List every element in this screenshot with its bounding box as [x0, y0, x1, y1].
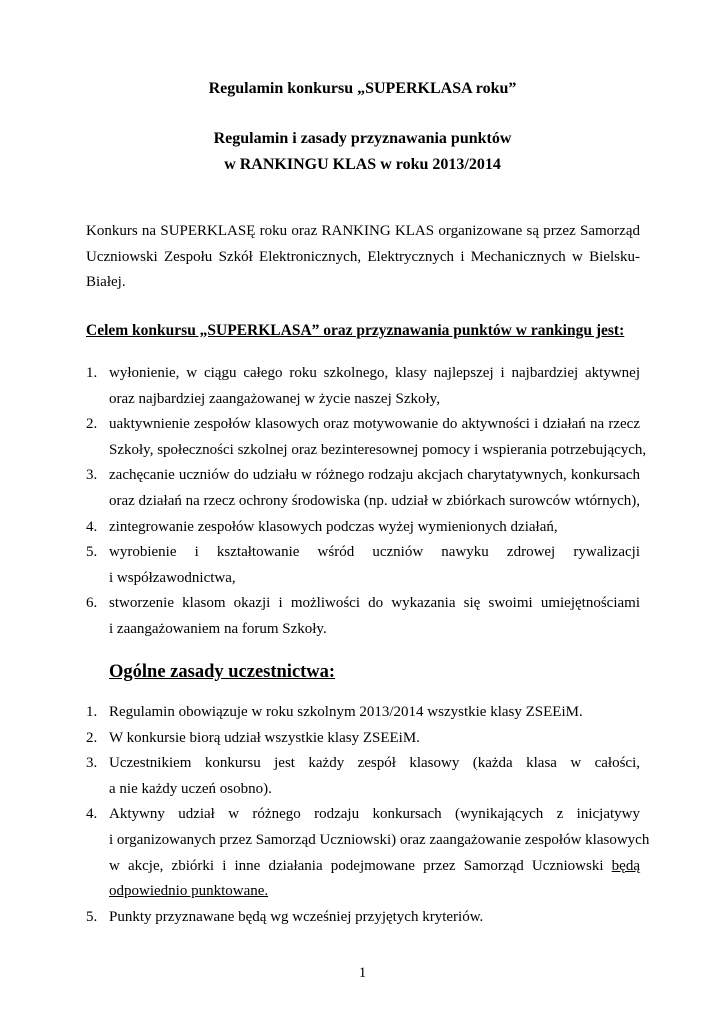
intro-line: Konkurs na SUPERKLASĘ roku oraz RANKING KLAS organizowane są przez Samorząd [86, 223, 640, 239]
list-item-line: wyłonienie, w ciągu całego roku szkolnego, klasy najlepszej i najbardziej aktywnej [109, 365, 640, 381]
list-item-number: 3. [86, 755, 98, 772]
list-item-line: i organizowanych przez Samorząd Uczniowski) oraz zaangażowanie zespołów klasowych [109, 831, 650, 848]
list-item-line: stworzenie klasom okazji i możliwości do wykazania się swoimi umiejętnościami [109, 595, 640, 612]
list-item-number: 4. [86, 518, 98, 535]
goals-heading: Celem konkursu „SUPERKLASA” oraz przyznawania punktów w rankingu jest: [86, 322, 625, 339]
underlined-text: będą [611, 857, 640, 874]
intro-line: Białej. [86, 274, 126, 291]
list-item-line [109, 854, 640, 880]
list-item-line: Regulamin obowiązuje w roku szkolnym 2013/2014 wszystkie klasy ZSEEiM. [109, 704, 583, 720]
goals-list [86, 361, 647, 643]
document-title: Regulamin konkursu „SUPERKLASA roku” [208, 80, 517, 97]
list-item-number: 3. [86, 467, 98, 484]
list-item-line: a nie każdy uczeń osobno). [109, 780, 272, 797]
list-item-number: 5. [86, 908, 98, 925]
list-item-line: oraz najbardziej zaangażowanej w życie naszej Szkoły, [109, 390, 440, 407]
rules-heading: Ogólne zasady uczestnictwa: [109, 662, 336, 682]
intro-line: Uczniowski Zespołu Szkół Elektronicznych, Elektrycznych i Mechanicznych w Bielsku- [86, 248, 640, 265]
document-subtitle-line-1: Regulamin i zasady przyznawania punktów [213, 130, 512, 147]
list-item-number: 5. [86, 544, 98, 561]
list-item-line: wyrobienie i kształtowanie wśród uczniów nawyku zdrowej rywalizacji [109, 544, 640, 561]
intro-paragraph [86, 219, 640, 296]
list-item-number: 1. [86, 704, 98, 720]
list-item-line: zintegrowanie zespołów klasowych podczas wyżej wymienionych działań, [109, 518, 558, 535]
list-item-line: i zaangażowaniem na forum Szkoły. [109, 620, 327, 637]
list-item [86, 591, 640, 642]
list-item-line: Szkoły, społeczności szkolnej oraz bezinteresownej pomocy i wspierania potrzebujących, [109, 441, 647, 458]
list-item [86, 751, 640, 802]
list-item-text: w akcje, zbiórki i inne działania podejmowane przez Samorząd Uczniowski [109, 857, 612, 874]
list-item-line: W konkursie biorą udział wszystkie klasy ZSEEiM. [109, 729, 420, 746]
list-item-line: i współzawodnictwa, [109, 569, 236, 586]
list-item [86, 700, 640, 726]
list-item-line: Aktywny udział w różnego rodzaju konkursach (wynikających z inicjatywy [109, 806, 640, 823]
list-item [86, 412, 647, 463]
list-item [86, 802, 650, 904]
list-item-line: uaktywnienie zespołów klasowych oraz motywowanie do aktywności i działań na rzecz [109, 416, 640, 433]
list-item [86, 540, 640, 591]
document-subtitle-line-2: w RANKINGU KLAS w roku 2013/2014 [224, 156, 501, 173]
list-item-line: odpowiednio punktowane. [109, 883, 269, 900]
list-item-line: oraz działań na rzecz ochrony środowiska (np. udział w zbiórkach surowców wtórnych), [109, 492, 641, 509]
list-item [86, 463, 640, 514]
list-item-number: 4. [86, 806, 98, 823]
list-item-number: 2. [86, 729, 98, 746]
rules-list [86, 700, 650, 930]
page-number: 1 [358, 965, 367, 981]
list-item [86, 515, 640, 541]
list-item-line: Uczestnikiem konkursu jest każdy zespół klasowy (każda klasa w całości, [109, 755, 640, 772]
list-item-number: 2. [86, 416, 98, 433]
list-item-line: zachęcanie uczniów do udziału w różnego rodzaju akcjach charytatywnych, konkursach [109, 467, 640, 484]
list-item-line: Punkty przyznawane będą wg wcześniej przyjętych kryteriów. [109, 908, 484, 925]
list-item-number: 1. [86, 365, 98, 381]
list-item [86, 361, 640, 412]
list-item [86, 726, 640, 752]
list-item-number: 6. [86, 595, 98, 612]
list-item [86, 905, 640, 931]
